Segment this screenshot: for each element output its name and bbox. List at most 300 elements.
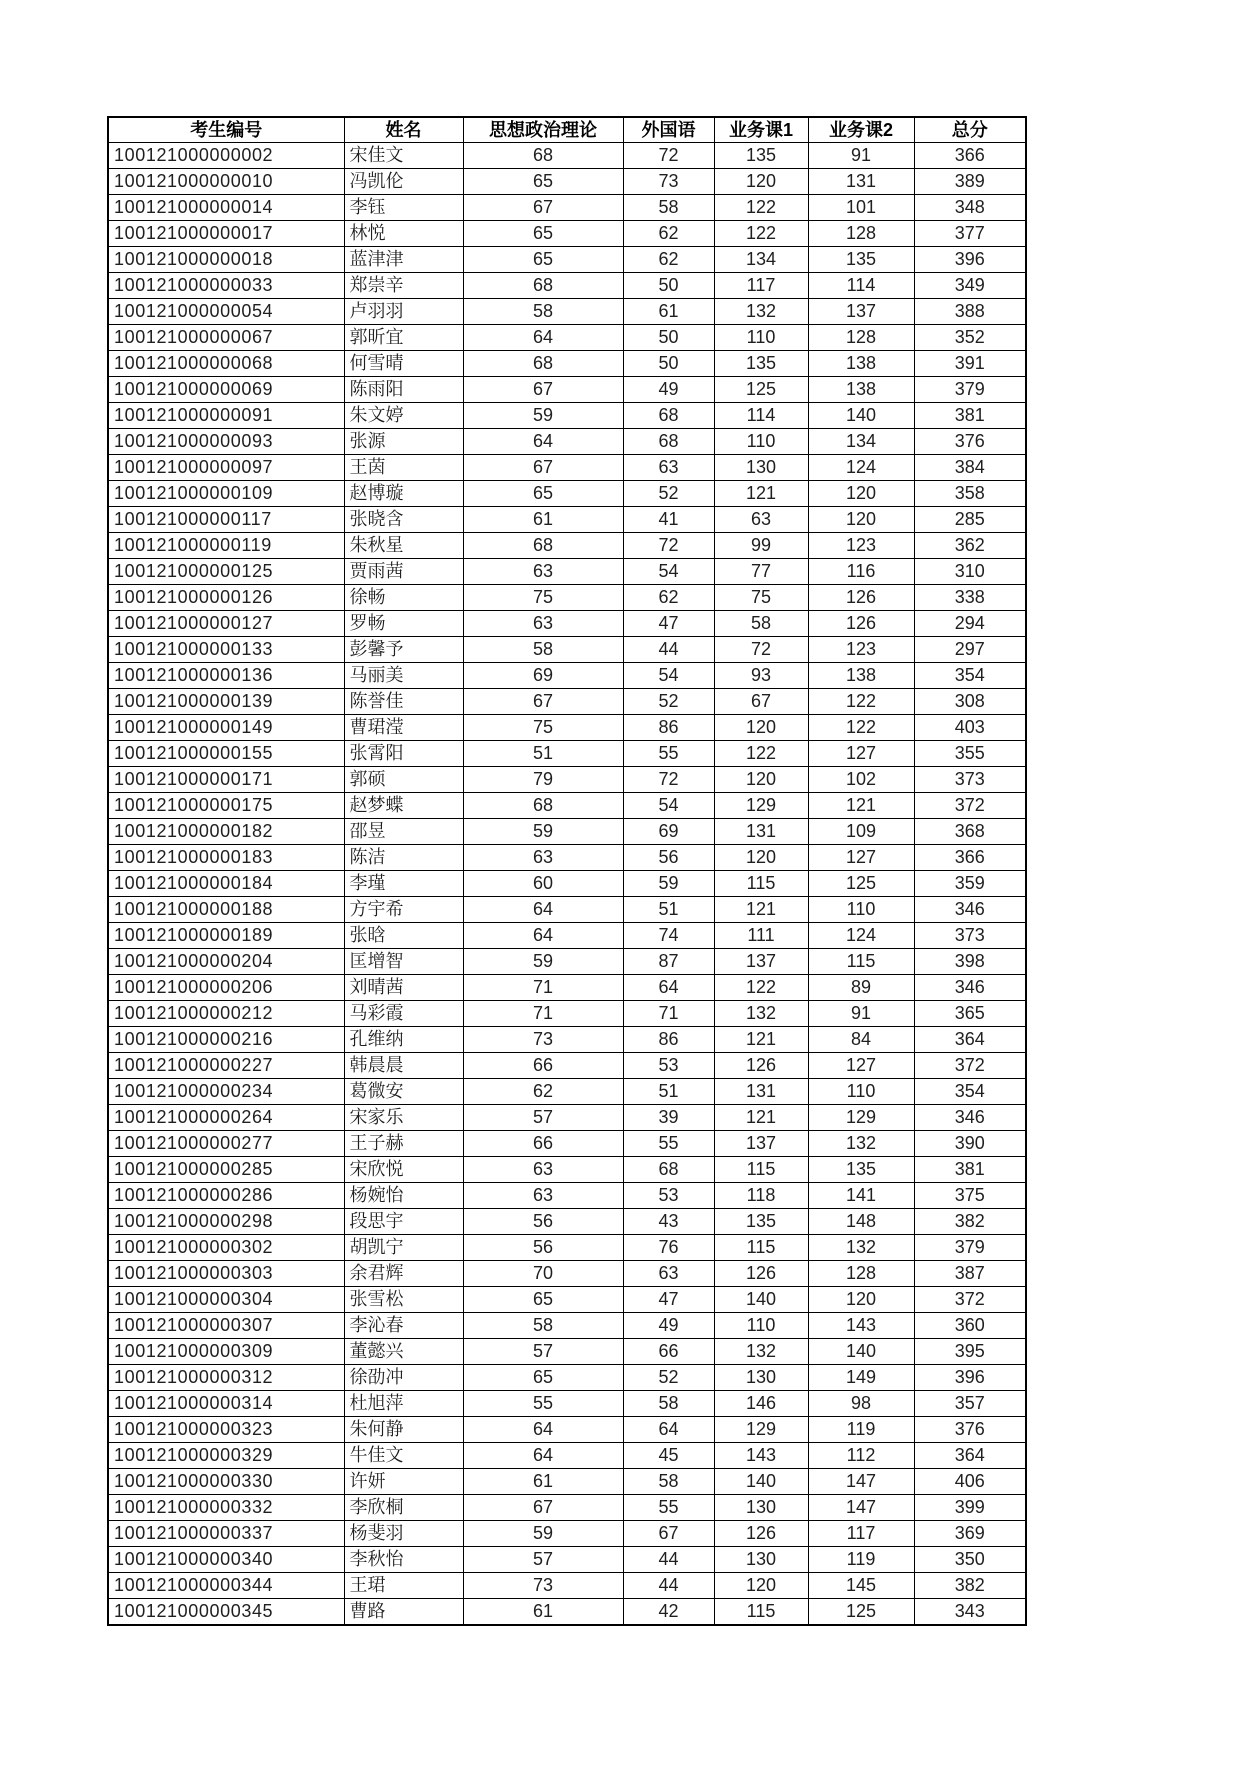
cell-foreign-language: 58 (623, 1391, 714, 1417)
cell-politics: 51 (463, 741, 623, 767)
cell-name: 孔维纳 (344, 1027, 463, 1053)
cell-name: 张晗 (344, 923, 463, 949)
table-body (108, 143, 1026, 1626)
cell-foreign-language: 51 (623, 897, 714, 923)
cell-foreign-language: 55 (623, 1131, 714, 1157)
cell-course2: 120 (808, 481, 914, 507)
table-row (108, 845, 1026, 871)
cell-total: 359 (914, 871, 1026, 897)
cell-exam-id: 100121000000017 (108, 221, 344, 247)
table-row (108, 299, 1026, 325)
cell-foreign-language: 58 (623, 1469, 714, 1495)
table-row (108, 871, 1026, 897)
cell-course1: 121 (714, 1105, 808, 1131)
cell-total: 390 (914, 1131, 1026, 1157)
cell-total: 372 (914, 1287, 1026, 1313)
cell-politics: 70 (463, 1261, 623, 1287)
cell-foreign-language: 52 (623, 481, 714, 507)
table-row (108, 819, 1026, 845)
column-header-exam-id: 考生编号 (108, 117, 344, 143)
cell-exam-id: 100121000000183 (108, 845, 344, 871)
cell-politics: 61 (463, 1469, 623, 1495)
cell-name: 许妍 (344, 1469, 463, 1495)
cell-course2: 127 (808, 741, 914, 767)
cell-total: 389 (914, 169, 1026, 195)
table-row (108, 221, 1026, 247)
cell-name: 陈洁 (344, 845, 463, 871)
cell-total: 310 (914, 559, 1026, 585)
cell-course2: 124 (808, 923, 914, 949)
cell-name: 郑崇辛 (344, 273, 463, 299)
cell-politics: 63 (463, 845, 623, 871)
cell-name: 赵博璇 (344, 481, 463, 507)
cell-exam-id: 100121000000227 (108, 1053, 344, 1079)
cell-course2: 110 (808, 897, 914, 923)
table-row (108, 1417, 1026, 1443)
cell-total: 391 (914, 351, 1026, 377)
cell-exam-id: 100121000000002 (108, 143, 344, 169)
cell-course1: 118 (714, 1183, 808, 1209)
cell-course2: 101 (808, 195, 914, 221)
table-row (108, 637, 1026, 663)
cell-course1: 120 (714, 767, 808, 793)
cell-exam-id: 100121000000330 (108, 1469, 344, 1495)
cell-name: 李钰 (344, 195, 463, 221)
cell-course2: 117 (808, 1521, 914, 1547)
table-row (108, 1053, 1026, 1079)
cell-politics: 68 (463, 351, 623, 377)
cell-total: 366 (914, 845, 1026, 871)
cell-politics: 67 (463, 689, 623, 715)
cell-foreign-language: 64 (623, 975, 714, 1001)
table-row (108, 559, 1026, 585)
cell-total: 388 (914, 299, 1026, 325)
cell-name: 张雪松 (344, 1287, 463, 1313)
cell-foreign-language: 68 (623, 1157, 714, 1183)
cell-course2: 109 (808, 819, 914, 845)
cell-course2: 148 (808, 1209, 914, 1235)
cell-exam-id: 100121000000171 (108, 767, 344, 793)
cell-total: 355 (914, 741, 1026, 767)
cell-course1: 111 (714, 923, 808, 949)
table-row (108, 1547, 1026, 1573)
cell-foreign-language: 49 (623, 1313, 714, 1339)
cell-course2: 141 (808, 1183, 914, 1209)
table-row (108, 1365, 1026, 1391)
cell-politics: 66 (463, 1053, 623, 1079)
cell-total: 382 (914, 1573, 1026, 1599)
cell-course2: 128 (808, 1261, 914, 1287)
cell-name: 李秋怡 (344, 1547, 463, 1573)
cell-foreign-language: 73 (623, 169, 714, 195)
cell-course2: 125 (808, 871, 914, 897)
cell-name: 王珺 (344, 1573, 463, 1599)
cell-total: 369 (914, 1521, 1026, 1547)
cell-course2: 128 (808, 325, 914, 351)
cell-foreign-language: 39 (623, 1105, 714, 1131)
table-row (108, 1261, 1026, 1287)
cell-politics: 79 (463, 767, 623, 793)
cell-politics: 71 (463, 975, 623, 1001)
cell-foreign-language: 69 (623, 819, 714, 845)
cell-foreign-language: 49 (623, 377, 714, 403)
cell-exam-id: 100121000000010 (108, 169, 344, 195)
cell-name: 徐畅 (344, 585, 463, 611)
cell-total: 364 (914, 1443, 1026, 1469)
column-header-total: 总分 (914, 117, 1026, 143)
cell-course1: 143 (714, 1443, 808, 1469)
cell-exam-id: 100121000000184 (108, 871, 344, 897)
cell-politics: 59 (463, 819, 623, 845)
cell-name: 刘晴茜 (344, 975, 463, 1001)
cell-name: 宋佳文 (344, 143, 463, 169)
cell-exam-id: 100121000000323 (108, 1417, 344, 1443)
cell-course1: 135 (714, 1209, 808, 1235)
cell-total: 376 (914, 1417, 1026, 1443)
cell-total: 376 (914, 429, 1026, 455)
table-row (108, 1209, 1026, 1235)
cell-politics: 73 (463, 1573, 623, 1599)
cell-total: 372 (914, 793, 1026, 819)
cell-politics: 71 (463, 1001, 623, 1027)
cell-course2: 116 (808, 559, 914, 585)
cell-exam-id: 100121000000149 (108, 715, 344, 741)
cell-total: 399 (914, 1495, 1026, 1521)
cell-politics: 63 (463, 1157, 623, 1183)
cell-course1: 93 (714, 663, 808, 689)
cell-name: 赵梦蝶 (344, 793, 463, 819)
table-row (108, 897, 1026, 923)
cell-name: 陈誉佳 (344, 689, 463, 715)
cell-course2: 123 (808, 533, 914, 559)
cell-name: 马彩霞 (344, 1001, 463, 1027)
cell-exam-id: 100121000000033 (108, 273, 344, 299)
cell-foreign-language: 47 (623, 1287, 714, 1313)
cell-course2: 127 (808, 1053, 914, 1079)
cell-course1: 126 (714, 1261, 808, 1287)
cell-total: 365 (914, 1001, 1026, 1027)
table-row (108, 1443, 1026, 1469)
cell-exam-id: 100121000000188 (108, 897, 344, 923)
cell-exam-id: 100121000000234 (108, 1079, 344, 1105)
cell-politics: 68 (463, 273, 623, 299)
cell-course2: 119 (808, 1547, 914, 1573)
cell-politics: 56 (463, 1209, 623, 1235)
cell-exam-id: 100121000000155 (108, 741, 344, 767)
cell-foreign-language: 62 (623, 247, 714, 273)
cell-total: 381 (914, 403, 1026, 429)
table-row (108, 195, 1026, 221)
cell-course2: 89 (808, 975, 914, 1001)
cell-foreign-language: 55 (623, 1495, 714, 1521)
cell-total: 346 (914, 897, 1026, 923)
cell-politics: 65 (463, 169, 623, 195)
cell-name: 宋欣悦 (344, 1157, 463, 1183)
cell-foreign-language: 47 (623, 611, 714, 637)
cell-exam-id: 100121000000302 (108, 1235, 344, 1261)
cell-exam-id: 100121000000312 (108, 1365, 344, 1391)
cell-course2: 84 (808, 1027, 914, 1053)
cell-politics: 68 (463, 533, 623, 559)
cell-course1: 131 (714, 819, 808, 845)
cell-name: 王子赫 (344, 1131, 463, 1157)
table-row (108, 1105, 1026, 1131)
cell-course1: 115 (714, 1599, 808, 1626)
cell-politics: 66 (463, 1131, 623, 1157)
cell-course1: 115 (714, 871, 808, 897)
cell-course1: 122 (714, 975, 808, 1001)
cell-course2: 126 (808, 611, 914, 637)
cell-course2: 115 (808, 949, 914, 975)
table-row (108, 1027, 1026, 1053)
cell-foreign-language: 43 (623, 1209, 714, 1235)
cell-name: 邵昱 (344, 819, 463, 845)
cell-politics: 61 (463, 507, 623, 533)
cell-politics: 65 (463, 1365, 623, 1391)
table-row (108, 143, 1026, 169)
table-row (108, 481, 1026, 507)
cell-politics: 57 (463, 1105, 623, 1131)
cell-foreign-language: 53 (623, 1183, 714, 1209)
cell-course1: 140 (714, 1287, 808, 1313)
cell-politics: 63 (463, 611, 623, 637)
cell-course2: 114 (808, 273, 914, 299)
cell-exam-id: 100121000000309 (108, 1339, 344, 1365)
cell-foreign-language: 62 (623, 221, 714, 247)
cell-total: 349 (914, 273, 1026, 299)
cell-exam-id: 100121000000182 (108, 819, 344, 845)
cell-course1: 129 (714, 1417, 808, 1443)
cell-course1: 110 (714, 325, 808, 351)
cell-exam-id: 100121000000298 (108, 1209, 344, 1235)
column-header-politics: 思想政治理论 (463, 117, 623, 143)
table-row (108, 663, 1026, 689)
cell-politics: 55 (463, 1391, 623, 1417)
cell-foreign-language: 68 (623, 403, 714, 429)
cell-exam-id: 100121000000212 (108, 1001, 344, 1027)
table-row (108, 1131, 1026, 1157)
cell-total: 396 (914, 247, 1026, 273)
cell-foreign-language: 50 (623, 273, 714, 299)
cell-foreign-language: 67 (623, 1521, 714, 1547)
cell-exam-id: 100121000000277 (108, 1131, 344, 1157)
cell-exam-id: 100121000000139 (108, 689, 344, 715)
cell-politics: 67 (463, 195, 623, 221)
table-row (108, 1339, 1026, 1365)
cell-course2: 129 (808, 1105, 914, 1131)
cell-foreign-language: 42 (623, 1599, 714, 1626)
cell-name: 徐劭冲 (344, 1365, 463, 1391)
cell-total: 285 (914, 507, 1026, 533)
table-row (108, 767, 1026, 793)
cell-course1: 110 (714, 1313, 808, 1339)
cell-foreign-language: 45 (623, 1443, 714, 1469)
table-row (108, 975, 1026, 1001)
cell-name: 蓝津津 (344, 247, 463, 273)
cell-foreign-language: 72 (623, 533, 714, 559)
cell-name: 郭硕 (344, 767, 463, 793)
cell-foreign-language: 54 (623, 663, 714, 689)
cell-name: 杜旭萍 (344, 1391, 463, 1417)
cell-foreign-language: 55 (623, 741, 714, 767)
cell-course2: 120 (808, 1287, 914, 1313)
cell-total: 360 (914, 1313, 1026, 1339)
cell-total: 308 (914, 689, 1026, 715)
cell-total: 352 (914, 325, 1026, 351)
cell-course2: 134 (808, 429, 914, 455)
cell-name: 王茵 (344, 455, 463, 481)
cell-course1: 72 (714, 637, 808, 663)
cell-exam-id: 100121000000329 (108, 1443, 344, 1469)
cell-name: 朱秋星 (344, 533, 463, 559)
table-row (108, 1157, 1026, 1183)
cell-politics: 63 (463, 1183, 623, 1209)
cell-politics: 69 (463, 663, 623, 689)
table-row (108, 507, 1026, 533)
cell-politics: 64 (463, 1443, 623, 1469)
cell-exam-id: 100121000000337 (108, 1521, 344, 1547)
cell-foreign-language: 86 (623, 715, 714, 741)
cell-exam-id: 100121000000216 (108, 1027, 344, 1053)
table-row (108, 585, 1026, 611)
cell-total: 377 (914, 221, 1026, 247)
cell-course1: 132 (714, 1339, 808, 1365)
cell-name: 郭昕宜 (344, 325, 463, 351)
cell-foreign-language: 56 (623, 845, 714, 871)
cell-name: 朱文婷 (344, 403, 463, 429)
cell-politics: 57 (463, 1547, 623, 1573)
cell-politics: 62 (463, 1079, 623, 1105)
cell-course1: 99 (714, 533, 808, 559)
cell-foreign-language: 50 (623, 325, 714, 351)
cell-exam-id: 100121000000264 (108, 1105, 344, 1131)
cell-name: 葛微安 (344, 1079, 463, 1105)
cell-course2: 119 (808, 1417, 914, 1443)
cell-total: 346 (914, 975, 1026, 1001)
cell-course2: 127 (808, 845, 914, 871)
cell-course2: 132 (808, 1235, 914, 1261)
cell-exam-id: 100121000000126 (108, 585, 344, 611)
cell-name: 董懿兴 (344, 1339, 463, 1365)
cell-course1: 137 (714, 949, 808, 975)
cell-course2: 128 (808, 221, 914, 247)
cell-total: 406 (914, 1469, 1026, 1495)
table-row (108, 1391, 1026, 1417)
cell-name: 马丽美 (344, 663, 463, 689)
cell-name: 张源 (344, 429, 463, 455)
cell-total: 395 (914, 1339, 1026, 1365)
cell-politics: 67 (463, 377, 623, 403)
cell-name: 张晓含 (344, 507, 463, 533)
cell-course2: 140 (808, 1339, 914, 1365)
cell-total: 364 (914, 1027, 1026, 1053)
cell-name: 段思宇 (344, 1209, 463, 1235)
cell-course1: 131 (714, 1079, 808, 1105)
cell-foreign-language: 54 (623, 793, 714, 819)
cell-foreign-language: 74 (623, 923, 714, 949)
cell-politics: 56 (463, 1235, 623, 1261)
cell-exam-id: 100121000000136 (108, 663, 344, 689)
cell-course2: 138 (808, 377, 914, 403)
cell-course2: 135 (808, 247, 914, 273)
cell-course1: 125 (714, 377, 808, 403)
cell-course1: 122 (714, 741, 808, 767)
cell-exam-id: 100121000000133 (108, 637, 344, 663)
cell-exam-id: 100121000000097 (108, 455, 344, 481)
cell-name: 张霄阳 (344, 741, 463, 767)
cell-exam-id: 100121000000307 (108, 1313, 344, 1339)
cell-foreign-language: 72 (623, 143, 714, 169)
cell-course1: 126 (714, 1053, 808, 1079)
cell-name: 陈雨阳 (344, 377, 463, 403)
cell-course1: 130 (714, 1365, 808, 1391)
cell-course2: 123 (808, 637, 914, 663)
cell-course1: 120 (714, 845, 808, 871)
cell-total: 372 (914, 1053, 1026, 1079)
cell-name: 卢羽羽 (344, 299, 463, 325)
cell-total: 379 (914, 377, 1026, 403)
cell-politics: 58 (463, 299, 623, 325)
cell-exam-id: 100121000000014 (108, 195, 344, 221)
cell-exam-id: 100121000000069 (108, 377, 344, 403)
cell-exam-id: 100121000000345 (108, 1599, 344, 1626)
cell-exam-id: 100121000000091 (108, 403, 344, 429)
cell-exam-id: 100121000000068 (108, 351, 344, 377)
cell-course2: 91 (808, 143, 914, 169)
cell-total: 373 (914, 767, 1026, 793)
cell-course1: 77 (714, 559, 808, 585)
cell-total: 294 (914, 611, 1026, 637)
cell-foreign-language: 59 (623, 871, 714, 897)
cell-course1: 121 (714, 1027, 808, 1053)
table-row (108, 1001, 1026, 1027)
table-row (108, 273, 1026, 299)
cell-exam-id: 100121000000054 (108, 299, 344, 325)
cell-exam-id: 100121000000340 (108, 1547, 344, 1573)
cell-exam-id: 100121000000206 (108, 975, 344, 1001)
cell-course2: 102 (808, 767, 914, 793)
cell-exam-id: 100121000000303 (108, 1261, 344, 1287)
cell-exam-id: 100121000000119 (108, 533, 344, 559)
cell-name: 彭馨予 (344, 637, 463, 663)
cell-foreign-language: 44 (623, 637, 714, 663)
cell-politics: 65 (463, 247, 623, 273)
cell-politics: 60 (463, 871, 623, 897)
cell-name: 朱何静 (344, 1417, 463, 1443)
cell-course1: 115 (714, 1157, 808, 1183)
cell-total: 350 (914, 1547, 1026, 1573)
cell-total: 362 (914, 533, 1026, 559)
cell-exam-id: 100121000000314 (108, 1391, 344, 1417)
cell-politics: 73 (463, 1027, 623, 1053)
cell-course1: 115 (714, 1235, 808, 1261)
cell-course2: 121 (808, 793, 914, 819)
cell-name: 何雪晴 (344, 351, 463, 377)
column-header-foreign-language: 外国语 (623, 117, 714, 143)
cell-total: 382 (914, 1209, 1026, 1235)
cell-foreign-language: 51 (623, 1079, 714, 1105)
cell-course2: 147 (808, 1495, 914, 1521)
cell-politics: 67 (463, 1495, 623, 1521)
table-row (108, 169, 1026, 195)
cell-course2: 120 (808, 507, 914, 533)
cell-course2: 98 (808, 1391, 914, 1417)
table-row (108, 741, 1026, 767)
cell-exam-id: 100121000000204 (108, 949, 344, 975)
cell-course1: 114 (714, 403, 808, 429)
cell-politics: 58 (463, 637, 623, 663)
cell-total: 346 (914, 1105, 1026, 1131)
